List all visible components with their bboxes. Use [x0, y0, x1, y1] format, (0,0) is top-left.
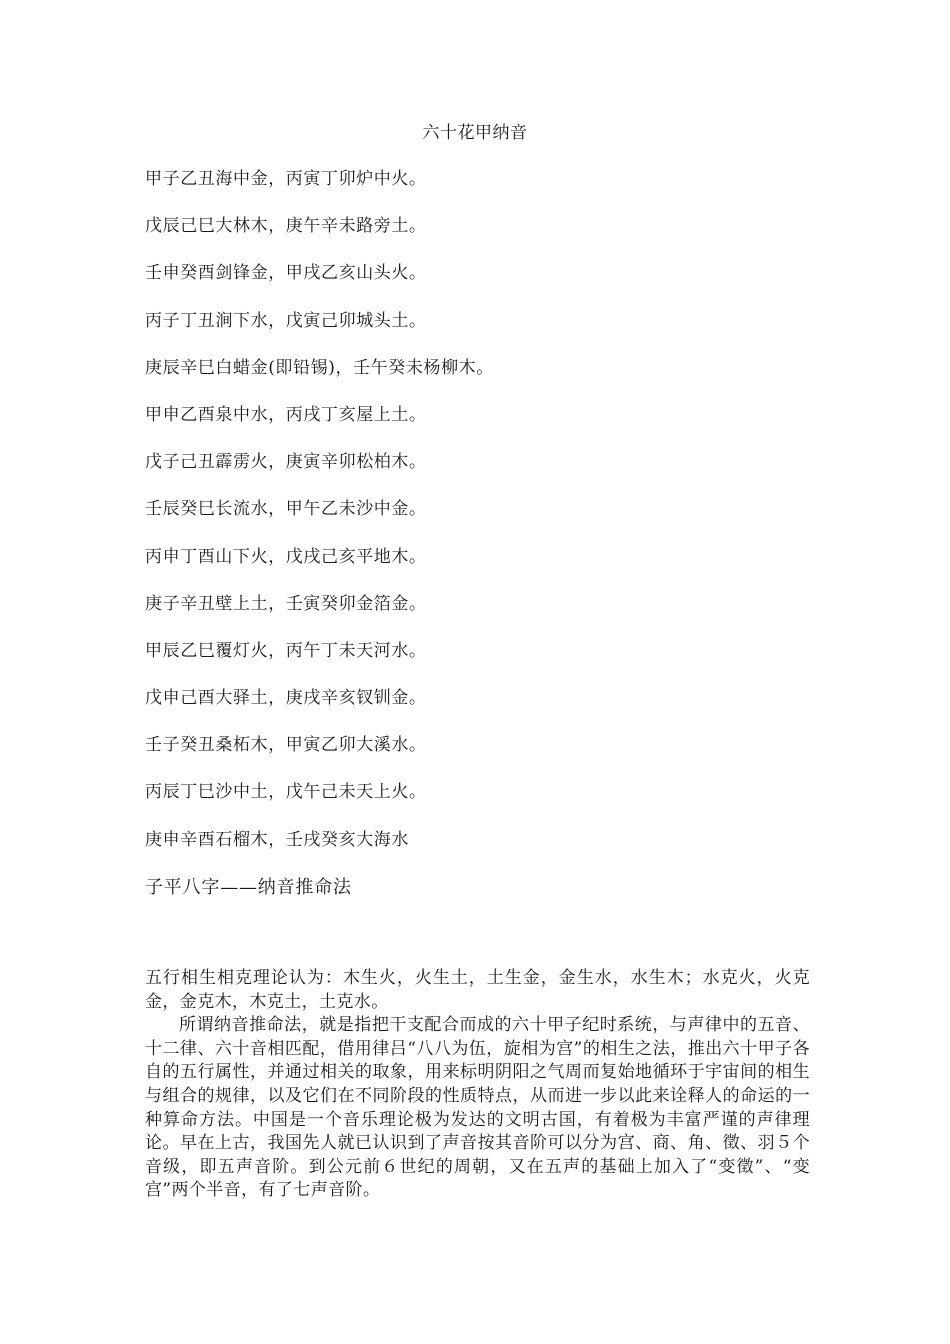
verse-line: 甲辰乙巳覆灯火，丙午丁未天河水。 [145, 640, 427, 661]
verse-line: 甲子乙丑海中金，丙寅丁卯炉中火。 [145, 169, 427, 189]
verse-list [145, 167, 825, 875]
verse-line: 甲申乙酉泉中水，丙戌丁亥屋上土。 [145, 404, 427, 425]
verse-line: 丙子丁丑涧下水，戊寅己卯城头土。 [145, 310, 427, 331]
verse-line: 壬子癸丑桑柘木，甲寅乙卯大溪水。 [145, 735, 427, 756]
verse-line: 庚子辛丑壁上土，壬寅癸卯金箔金。 [145, 593, 427, 614]
verse-line: 壬申癸酉剑锋金，甲戌乙亥山头火。 [145, 263, 427, 284]
paragraph: 所谓纳音推命法，就是指把干支配合而成的六十甲子纪时系统，与声律中的五音、十二律、六十音相匹配，借用律吕“八八为伍，旋相为宫”的相生之法，推出六十甲子各自的五行属性，并通过相关的取象，用来标明阴阳之气周而复始地循环于宇宙间的相生与组合的规律，以及它们在不同阶段的性质特点，从而进一步以此来诠释人的命运的一种算命方法。中国是一个音乐理论极为发达的文明古国，有着极为丰富严谨的声律理论。早在上古，我国先人就已认识到了声音按其音阶可以分为宫、商、角、徵、羽５个音级，即五声音阶。到公元前６世纪的周朝，又在五声的基础上加入了“变徵”、“变宫”两个半音，有了七声音阶。 [145, 1015, 810, 1201]
verse-line: 庚辰辛巳白蜡金(即铅锡)，壬午癸未杨柳木。 [145, 357, 494, 378]
section-heading: 子平八字——纳音推命法 [145, 877, 352, 898]
verse-line: 庚申辛酉石榴木，壬戌癸亥大海水 [145, 829, 409, 850]
verse-line: 壬辰癸巳长流水，甲午乙未沙中金。 [145, 499, 427, 520]
paragraph: 五行相生相克理论认为：木生火，火生土，土生金，金生水，水生木；水克火，火克金，金克木，木克土，土克水。 [145, 968, 810, 1012]
verse-line: 戊申己酉大驿土，庚戌辛亥钗钏金。 [145, 688, 427, 709]
verse-line: 戊辰己巳大林木，庚午辛未路旁土。 [145, 216, 427, 237]
verse-line: 丙申丁酉山下火，戊戌己亥平地木。 [145, 546, 427, 567]
verse-line: 戊子己丑霹雳火，庚寅辛卯松柏木。 [145, 452, 427, 473]
verse-line: 丙辰丁巳沙中土，戊午己未天上火。 [145, 782, 427, 803]
body-text [145, 967, 810, 1203]
document-title: 六十花甲纳音 [422, 123, 528, 143]
